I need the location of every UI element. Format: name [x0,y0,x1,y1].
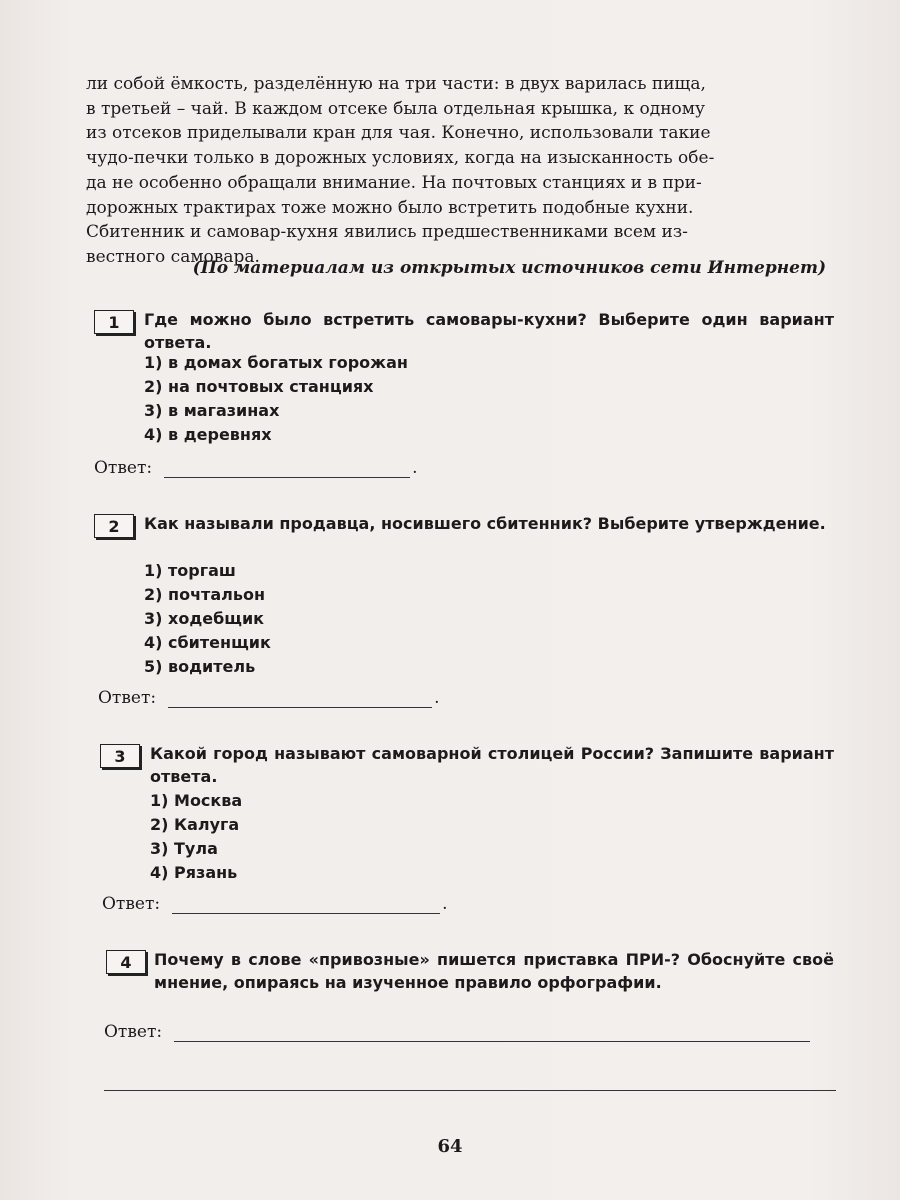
task-4 [94,948,834,1078]
options-list [144,351,408,447]
task-number-box: 3 [100,744,140,768]
answer-field[interactable] [164,459,410,478]
answer-row [98,688,440,708]
option-item[interactable]: 4) сбитенщик [144,633,271,652]
answer-dot: . [412,458,418,478]
options-list [150,789,242,885]
option-item[interactable]: 2) на почтовых станциях [144,377,374,396]
task-number-box: 4 [106,950,146,974]
task-number-box: 2 [94,514,134,538]
intro-line: ли собой ёмкость, разделённую на три части: в двух варилась пища, [86,74,706,94]
option-item[interactable]: 4) в деревнях [144,425,272,444]
answer-label: Ответ: [104,1022,163,1042]
intro-text [86,72,826,270]
option-item[interactable]: 1) Москва [150,791,243,810]
intro-line: в третьей – чай. В каждом отсеке была отдельная крышка, к одному [86,98,705,119]
answer-label: Ответ: [102,894,161,914]
answer-row [102,894,448,914]
page-number: 64 [437,1136,463,1157]
option-item[interactable]: 3) ходебщик [144,609,265,628]
answer-row [104,1022,810,1042]
answer-field[interactable] [168,689,432,708]
answer-field[interactable] [172,895,440,914]
source-citation: (По материалам из открытых источников сети Интернет) [192,258,826,278]
task-3 [94,742,834,922]
options-list [144,559,271,679]
option-item[interactable]: 3) в магазинах [144,401,280,420]
intro-line: вестного самовара. [86,246,260,267]
answer-label: Ответ: [98,688,157,708]
answer-row [94,458,418,478]
intro-line: из отсеков приделывали кран для чая. Конечно, использовали такие [86,123,711,144]
answer-dot: . [434,688,440,708]
intro-line: дорожных трактирах тоже можно было встретить подобные кухни. [86,197,694,218]
task-question: Какой город называют самоварной столицей России? Запишите вариант ответа. [150,744,834,786]
answer-label: Ответ: [94,458,153,478]
answer-field[interactable] [174,1023,810,1042]
task-1 [94,308,834,488]
intro-line: да не особенно обращали внимание. На почтовых станциях и в при- [86,172,702,193]
option-item[interactable]: 1) в домах богатых горожан [144,353,408,372]
option-item[interactable]: 3) Тула [150,839,218,858]
intro-line: чудо-печки только в дорожных условиях, когда на изысканность обе- [86,148,715,169]
option-item[interactable]: 2) Калуга [150,815,240,834]
answer-field-second-line[interactable] [104,1090,836,1091]
task-question: Почему в слове «привозные» пишется приставка ПРИ-? Обоснуйте своё мнение, опираясь на изученное правило орфографии. [154,950,834,992]
answer-dot: . [442,894,448,914]
task-question: Где можно было встретить самовары-кухни? Выберите один вариант ответа. [144,310,834,352]
option-item[interactable]: 2) почтальон [144,585,265,604]
task-2 [94,512,834,722]
option-item[interactable]: 5) водитель [144,657,256,676]
task-number-box: 1 [94,310,134,334]
option-item[interactable]: 4) Рязань [150,863,238,882]
option-item[interactable]: 1) торгаш [144,561,236,580]
task-question: Как называли продавца, носившего сбитенник? Выберите утверждение. [144,514,826,533]
intro-line: Сбитенник и самовар-кухня явились предшественниками всем из- [86,222,688,243]
